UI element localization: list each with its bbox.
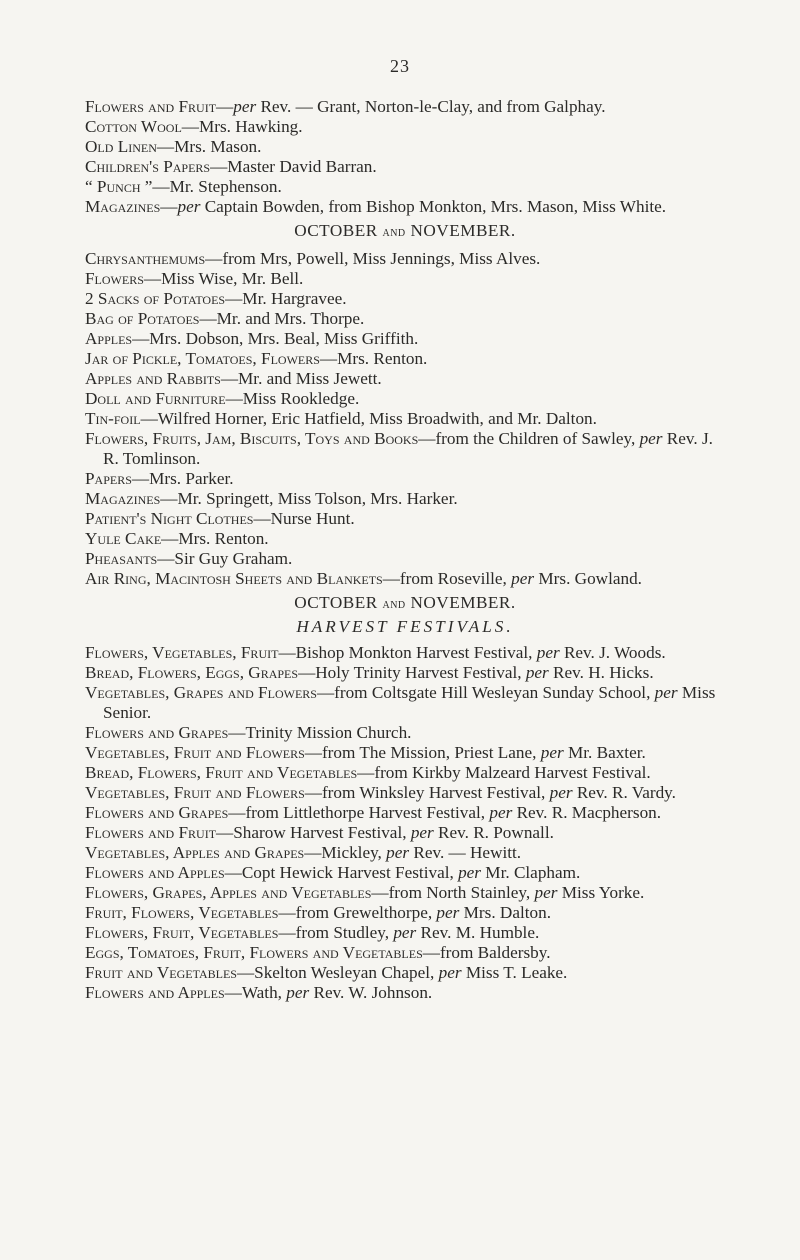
donation-entry (85, 469, 725, 489)
donor-text: from Kirkby Malzeard Harvest Festival. (374, 763, 651, 782)
donor-text: Miss Yorke. (557, 883, 645, 902)
separator-dash: — (319, 349, 338, 368)
donation-item: Vegetables, Fruit and Flowers (85, 783, 305, 802)
donation-item: Vegetables, Grapes and Flowers (85, 683, 317, 702)
donor-text: Mr. Hargravee. (242, 289, 347, 308)
donor-text: Copt Hewick Harvest Festival, (241, 863, 459, 882)
section-heading-harvest (85, 593, 725, 615)
per-word: per (639, 429, 663, 448)
donation-entry (85, 409, 725, 429)
donation-entry (85, 389, 725, 409)
donor-text: Mr. and Miss Jewett. (238, 369, 382, 388)
donation-item: Flowers and Grapes (85, 723, 229, 742)
donation-entry (85, 763, 725, 783)
donor-text: from Coltsgate Hill Wesleyan Sunday School, (334, 683, 655, 702)
per-word: per (534, 883, 558, 902)
separator-dash: — (152, 177, 170, 196)
donation-entry (85, 349, 725, 369)
separator-dash: — (160, 197, 178, 216)
donor-text: Miss Wise, Mr. Bell. (161, 269, 304, 288)
per-word: per (525, 663, 549, 682)
donation-item: Papers (85, 469, 132, 488)
donor-text: Sir Guy Graham. (174, 549, 293, 568)
donation-item: Vegetables, Apples and Grapes (85, 843, 305, 862)
per-word: per (410, 823, 434, 842)
per-word: per (438, 963, 462, 982)
per-word: per (436, 903, 460, 922)
donor-text: Skelton Wesleyan Chapel, (254, 963, 439, 982)
donor-text: Mrs. Renton. (178, 529, 269, 548)
heading-and: and (382, 597, 406, 612)
per-word: per (177, 197, 201, 216)
heading-month-right: NOVEMBER. (410, 221, 516, 240)
per-word: per (233, 97, 257, 116)
heading-month-left: OCTOBER (294, 593, 378, 612)
donor-text: Wilfred Horner, Eric Hatfield, Miss Broadwith, and Mr. Dalton. (157, 409, 597, 428)
donation-item: Flowers and Grapes (85, 803, 229, 822)
per-word: per (654, 683, 678, 702)
donor-text: Miss Rookledge. (242, 389, 360, 408)
separator-dash: — (228, 723, 246, 742)
donation-entry (85, 117, 725, 137)
donation-item: Apples and Rabbits (85, 369, 221, 388)
donor-text: Wath, (241, 983, 287, 1002)
donor-text: from the Children of Sawley, (435, 429, 640, 448)
donation-entry (85, 903, 725, 923)
donor-text: Holy Trinity Harvest Festival, (315, 663, 526, 682)
donor-text: from Littlethorpe Harvest Festival, (245, 803, 490, 822)
separator-dash: — (199, 309, 217, 328)
donation-entry (85, 137, 725, 157)
donor-text: Master David Barran. (227, 157, 377, 176)
donor-text: Mrs. Dobson, Mrs. Beal, Miss Griffith. (149, 329, 419, 348)
donor-text: Rev. R. Pownall. (433, 823, 554, 842)
separator-dash: — (225, 389, 243, 408)
separator-dash: — (357, 763, 375, 782)
donor-text: Mr. Springett, Miss Tolson, Mrs. Harker. (177, 489, 458, 508)
separator-dash: — (181, 117, 199, 136)
per-word: per (386, 843, 410, 862)
donor-text: Rev. W. Johnson. (309, 983, 433, 1002)
donation-item: Eggs, Tomatoes, Fruit, Flowers and Vegetables (85, 943, 423, 962)
donation-entry (85, 863, 725, 883)
per-word: per (549, 783, 573, 802)
page-number: 23 (390, 56, 410, 76)
donation-entry (85, 157, 725, 177)
separator-dash: — (422, 943, 440, 962)
separator-dash: — (131, 469, 150, 488)
donation-entry (85, 529, 725, 549)
separator-dash: — (304, 783, 322, 802)
donation-entry (85, 723, 725, 743)
donor-text: Mickley, (321, 843, 387, 862)
donation-item: Patient's Night Clothes (85, 509, 254, 528)
donation-item: 2 Sacks of Potatoes (85, 289, 226, 308)
heading-month-left: OCTOBER (294, 221, 378, 240)
donation-entry (85, 823, 725, 843)
donor-text: Mr. Baxter. (563, 743, 646, 762)
donation-entry (85, 429, 725, 469)
donor-text: Rev. R. Macpherson. (512, 803, 662, 822)
donation-entry (85, 643, 725, 663)
donation-item: Children's Papers (85, 157, 211, 176)
donation-item: Fruit and Vegetables (85, 963, 237, 982)
donation-item: Flowers, Vegetables, Fruit (85, 643, 279, 662)
donor-text: Miss Senior. (103, 683, 716, 722)
separator-dash: — (371, 883, 389, 902)
per-word: per (511, 569, 535, 588)
separator-dash: — (236, 963, 255, 982)
separator-dash: — (220, 369, 239, 388)
separator-dash: — (156, 137, 175, 156)
donor-text: Miss T. Leake. (461, 963, 568, 982)
separator-dash: — (278, 903, 296, 922)
separator-dash: — (278, 643, 296, 662)
donor-text: Nurse Hunt. (270, 509, 355, 528)
donor-text: Rev. J. R. Tomlinson. (103, 429, 713, 468)
donation-item: Magazines (85, 489, 161, 508)
heading-and: and (382, 225, 406, 240)
donor-text: Trinity Mission Church. (245, 723, 412, 742)
separator-dash: — (132, 329, 150, 348)
donation-item: Magazines (85, 197, 161, 216)
donation-item: Cotton Wool (85, 117, 182, 136)
donor-text: Mrs. Dalton. (459, 903, 552, 922)
separator-dash: — (210, 157, 228, 176)
donor-text: Rev. M. Humble. (416, 923, 540, 942)
donation-entry (85, 569, 725, 589)
donation-entry (85, 549, 725, 569)
donation-entry (85, 843, 725, 863)
per-word: per (540, 743, 564, 762)
donation-entry (85, 743, 725, 763)
donation-item: Flowers and Apples (85, 863, 225, 882)
separator-dash: — (228, 803, 246, 822)
donation-item: Yule Cake (85, 529, 162, 548)
separator-dash: — (224, 983, 242, 1002)
donation-entry (85, 683, 725, 723)
harvest-festivals-subtitle: HARVEST FESTIVALS. (296, 617, 514, 636)
donor-text: Mr. Clapham. (481, 863, 581, 882)
separator-dash: — (304, 843, 322, 862)
donor-text: from Winksley Harvest Festival, (321, 783, 550, 802)
donation-entry (85, 197, 725, 217)
separator-dash: — (304, 743, 322, 762)
separator-dash: — (382, 569, 400, 588)
donation-entry (85, 369, 725, 389)
donation-entry (85, 803, 725, 823)
page-content (85, 97, 725, 1003)
per-word: per (458, 863, 481, 882)
donor-text: Mrs. Hawking. (198, 117, 303, 136)
donor-text: from North Stainley, (388, 883, 535, 902)
donor-text: Mrs. Parker. (149, 469, 234, 488)
separator-dash: — (140, 409, 158, 428)
separator-dash: — (205, 249, 223, 268)
donation-entry (85, 963, 725, 983)
donation-entry (85, 509, 725, 529)
per-word: per (286, 983, 310, 1002)
separator-dash: — (225, 289, 243, 308)
donation-entry (85, 97, 725, 117)
separator-dash: — (253, 509, 271, 528)
donation-item: Flowers, Grapes, Apples and Vegetables (85, 883, 372, 902)
donation-item: Flowers (85, 269, 144, 288)
donation-item: Flowers, Fruit, Vegetables (85, 923, 279, 942)
separator-dash: — (161, 529, 179, 548)
donor-text: from Roseville, (399, 569, 512, 588)
donation-item: Flowers and Fruit (85, 823, 217, 842)
donation-item: Flowers and Apples (85, 983, 225, 1002)
donation-entry (85, 489, 725, 509)
donation-entry (85, 177, 725, 197)
donor-text: Rev. J. Woods. (559, 643, 666, 662)
per-word: per (536, 643, 560, 662)
donation-entry (85, 783, 725, 803)
donor-text: Rev. H. Hicks. (548, 663, 654, 682)
donor-text: from Baldersby. (439, 943, 551, 962)
per-word: per (489, 803, 513, 822)
donation-entry (85, 663, 725, 683)
donation-item: Bread, Flowers, Eggs, Grapes (85, 663, 299, 682)
donor-text: from Studley, (295, 923, 394, 942)
separator-dash: — (224, 863, 242, 882)
donor-text: Mrs. Gowland. (534, 569, 642, 588)
separator-dash: — (418, 429, 436, 448)
donation-entry (85, 883, 725, 903)
donor-text: Rev. R. Vardy. (572, 783, 676, 802)
section-heading-october-november (85, 221, 725, 243)
donations-list-october-november (85, 249, 725, 589)
donor-text: Bishop Monkton Harvest Festival, (295, 643, 537, 662)
donation-entry (85, 983, 725, 1003)
donor-text: Mr. Stephenson. (169, 177, 282, 196)
donation-item: Flowers, Fruits, Jam, Biscuits, Toys and Books (85, 429, 419, 448)
donation-item: Tin-foil (85, 409, 141, 428)
donor-text: from Mrs, Powell, Miss Jennings, Miss Alves. (222, 249, 541, 268)
donor-text: Captain Bowden, from Bishop Monkton, Mrs. Mason, Miss White. (200, 197, 667, 216)
donation-entry (85, 329, 725, 349)
donor-text: Mr. and Mrs. Thorpe. (216, 309, 365, 328)
donation-item: Jar of Pickle, Tomatoes, Flowers (85, 349, 320, 368)
donation-item: Bread, Flowers, Fruit and Vegetables (85, 763, 358, 782)
donation-entry (85, 943, 725, 963)
separator-dash: — (316, 683, 335, 702)
donor-text: Mrs. Mason. (174, 137, 262, 156)
separator-dash: — (143, 269, 162, 288)
donation-entry (85, 923, 725, 943)
donor-text: Rev. — Grant, Norton-le-Clay, and from Galphay. (256, 97, 606, 116)
separator-dash: — (216, 823, 234, 842)
donation-item: Chrysanthemums (85, 249, 206, 268)
heading-month-right: NOVEMBER. (410, 593, 516, 612)
donation-item: Doll and Furniture (85, 389, 226, 408)
donation-item: Flowers and Fruit (85, 97, 217, 116)
donation-entry (85, 249, 725, 269)
donation-item: Pheasants (85, 549, 158, 568)
donation-item: Bag of Potatoes (85, 309, 200, 328)
donation-entry (85, 309, 725, 329)
donation-item: Old Linen (85, 137, 157, 156)
donation-item: Vegetables, Fruit and Flowers (85, 743, 305, 762)
donation-item: “ Punch ” (85, 177, 153, 196)
donor-text: from Grewelthorpe, (295, 903, 437, 922)
donor-text: Sharow Harvest Festival, (233, 823, 411, 842)
separator-dash: — (278, 923, 296, 942)
separator-dash: — (216, 97, 234, 116)
donation-item: Air Ring, Macintosh Sheets and Blankets (85, 569, 383, 588)
donation-item: Fruit, Flowers, Vegetables (85, 903, 279, 922)
donations-list-harvest-festivals (85, 643, 725, 1003)
donor-text: Rev. — Hewitt. (409, 843, 522, 862)
donor-text: from The Mission, Priest Lane, (321, 743, 541, 762)
donations-list-general (85, 97, 725, 217)
separator-dash: — (298, 663, 316, 682)
per-word: per (393, 923, 417, 942)
donation-entry (85, 269, 725, 289)
donor-text: Mrs. Renton. (337, 349, 428, 368)
donation-item: Apples (85, 329, 133, 348)
donation-entry (85, 289, 725, 309)
separator-dash: — (160, 489, 178, 508)
separator-dash: — (157, 549, 175, 568)
